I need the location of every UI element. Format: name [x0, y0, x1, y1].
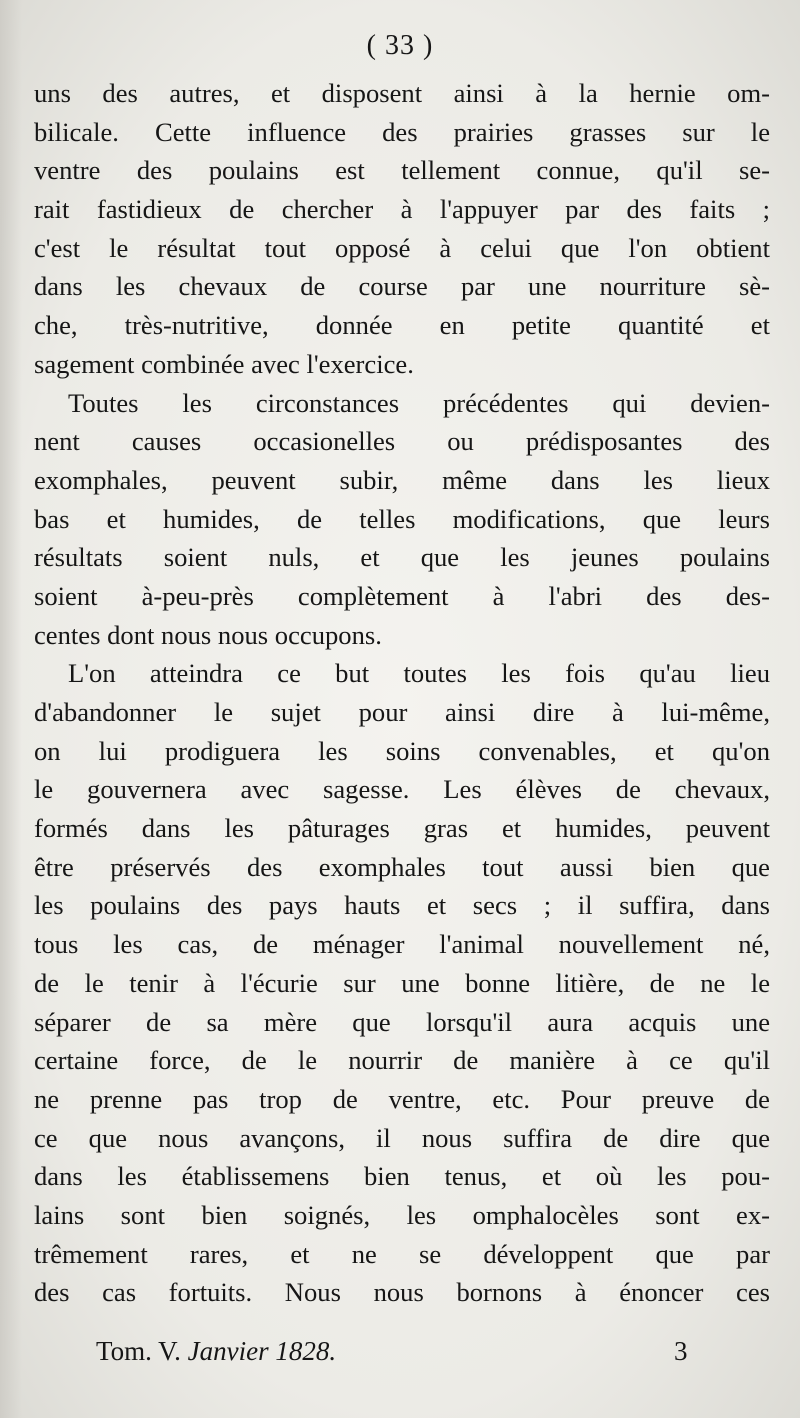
text-line: nent causes occasionelles ou prédisposantes des [34, 426, 770, 457]
text-line: le gouvernera avec sagesse. Les élèves de chevaux, [34, 774, 770, 805]
text-line: d'abandonner le sujet pour ainsi dire à lui-même, [34, 697, 770, 727]
text-line: lains sont bien soignés, les omphalocèles sont ex- [34, 1199, 770, 1230]
text-line: ventre des poulains est tellement connue, qu'il se- [34, 155, 770, 186]
page-number: ( 33 ) [366, 30, 434, 61]
text-line: séparer de sa mère que lorsqu'il aura acquis une [34, 1006, 770, 1037]
text-line: formés dans les pâturages gras et humides, peuvent [34, 813, 770, 844]
text-line: ne prenne pas trop de ventre, etc. Pour preuve de [34, 1083, 770, 1114]
text-line: che, très-nutritive, donnée en petite quantité et [34, 310, 770, 341]
page-footer [96, 1336, 696, 1367]
text-line: on lui prodiguera les soins convenables, et qu'on [34, 735, 770, 766]
text-line: des cas fortuits. Nous nous bornons à énoncer ces [34, 1277, 770, 1308]
text-line: bas et humides, de telles modifications, que leurs [34, 503, 770, 534]
text-line: centes dont nous nous occupons. [34, 619, 382, 650]
text-line: rait fastidieux de chercher à l'appuyer par des faits ; [34, 194, 770, 225]
text-line: exomphales, peuvent subir, même dans les lieux [34, 464, 770, 495]
issue-date: Janvier 1828. [187, 1336, 337, 1366]
text-line: dans les chevaux de course par une nourriture sè- [34, 271, 770, 302]
text-line: Toutes les circonstances précédentes qui devien- [68, 387, 770, 418]
text-line: sagement combinée avec l'exercice. [34, 348, 414, 379]
text-line: ce que nous avançons, il nous suffira de dire que [34, 1122, 770, 1153]
text-line: L'on atteindra ce but toutes les fois qu'au lieu [68, 658, 770, 689]
page-gutter-shadow [0, 0, 22, 1418]
text-line: de le tenir à l'écurie sur une bonne litière, de ne le [34, 967, 770, 998]
text-line: certaine force, de le nourrir de manière à ce qu'il [34, 1045, 770, 1076]
body-text [34, 74, 770, 1312]
volume-label: Tom. V. [96, 1336, 181, 1366]
text-line: uns des autres, et disposent ainsi à la hernie om- [34, 78, 770, 108]
text-line: trêmement rares, et ne se développent que par [34, 1238, 770, 1269]
text-line: résultats soient nuls, et que les jeunes poulains [34, 542, 770, 573]
text-line: bilicale. Cette influence des prairies grasses sur le [34, 116, 770, 147]
text-line: tous les cas, de ménager l'animal nouvellement né, [34, 929, 770, 960]
text-line: être préservés des exomphales tout aussi bien que [34, 851, 770, 882]
text-line: dans les établissemens bien tenus, et où les pou- [34, 1161, 770, 1192]
text-line: c'est le résultat tout opposé à celui que l'on obtient [34, 232, 770, 263]
text-line: soient à-peu-près complètement à l'abri des des- [34, 580, 770, 611]
signature-mark: 3 [674, 1336, 688, 1366]
text-line: les poulains des pays hauts et secs ; il suffira, dans [34, 890, 770, 921]
